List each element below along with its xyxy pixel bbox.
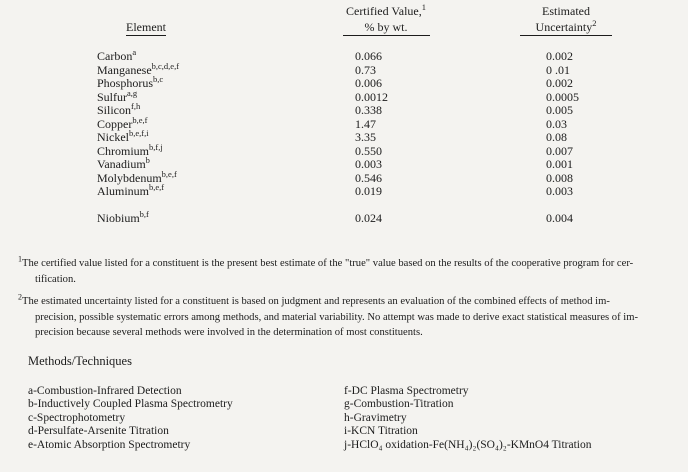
element-name: Silicon: [97, 103, 132, 117]
certified-value-cell: 0.550: [355, 143, 382, 158]
table-row: [0, 74, 688, 91]
element-cell: [97, 47, 137, 64]
uncertainty-cell: 0.005: [546, 103, 573, 117]
uncertainty-cell: 0.003: [546, 184, 573, 198]
element-name: Vanadium: [97, 157, 146, 171]
uncertainty-cell: 0.002: [546, 49, 573, 63]
element-column-header: [96, 20, 196, 35]
element-method-sup: b,e,f,i: [129, 128, 149, 138]
uncertainty-cell: 0.007: [546, 143, 573, 158]
method-item-a: a-Combustion-Infrared Detection: [28, 385, 182, 397]
certified-value-cell: 1.47: [355, 116, 376, 131]
certified-header-footnote-marker: 1: [421, 2, 426, 12]
footnote-1-line2: tification.: [35, 273, 76, 285]
element-cell: [97, 128, 149, 145]
method-item-e: e-Atomic Absorption Spectrometry: [28, 438, 191, 451]
uncertainty-cell: 0.004: [546, 210, 573, 225]
element-name: Molybdenum: [97, 170, 162, 185]
certified-value-column-header: [281, 3, 491, 35]
certified-value-cell: 0.019: [355, 184, 382, 198]
table-row: [0, 208, 688, 226]
footnote-2-marker: 2: [18, 292, 22, 302]
uncertainty-cell: 0.0005: [546, 89, 579, 104]
table-row: [0, 155, 688, 172]
uncertainty-header-line1: Estimated: [542, 4, 590, 18]
table-row: [0, 101, 688, 118]
element-method-sup: b,e,f: [132, 114, 148, 125]
footnote-2-text: The estimated uncertainty listed for a constituent is based on judgment and represents an evaluation of the combined effects of method im-: [22, 296, 610, 307]
method-item-b: b-Inductively Coupled Plasma Spectrometry: [28, 398, 233, 411]
table-row: [0, 128, 688, 145]
methods-heading: Methods/Techniques: [28, 354, 132, 368]
element-method-sup: b: [145, 155, 150, 165]
footnote-1-text: The certified value listed for a constituent is the present best estimate of the "true" value based on the results of the cooperative program for cer-: [22, 258, 634, 269]
table-row: [0, 60, 688, 78]
element-name: Phosphorus: [97, 76, 154, 90]
uncertainty-cell: 0 .01: [546, 62, 570, 77]
table-row: [0, 47, 688, 64]
certified-header-line1: [281, 3, 491, 19]
method-item-f: f-DC Plasma Spectrometry: [344, 385, 469, 397]
method-item-i: i-KCN Titration: [344, 425, 418, 438]
element-name: Copper: [97, 116, 133, 131]
method-item-j: j-HClO₄ oxidation-Fe(NH₄)₂(SO₄)₂-KMnO4 Titration: [344, 438, 592, 451]
table-row: [0, 114, 688, 132]
element-name: Aluminum: [97, 184, 150, 198]
certified-value-cell: 0.003: [355, 157, 382, 171]
table-row: [0, 168, 688, 186]
certified-value-cell: 0.546: [355, 170, 382, 185]
uncertainty-header-footnote-marker: 2: [592, 18, 597, 28]
element-cell: [97, 155, 150, 172]
method-item-c: c-Spectrophotometry: [28, 411, 126, 424]
method-item-d: d-Persulfate-Arsenite Titration: [28, 425, 169, 438]
element-name: Niobium: [97, 210, 140, 225]
uncertainty-cell: 0.008: [546, 170, 573, 185]
method-item-g: g-Combustion-Titration: [344, 398, 454, 411]
footnote-2-line1: [18, 294, 682, 310]
element-header-label: Element: [126, 20, 166, 34]
element-method-sup: b,e,f: [149, 182, 165, 192]
certified-value-cell: 0.73: [355, 62, 376, 77]
methods-list-right: [344, 385, 592, 452]
uncertainty-label: Uncertainty: [535, 20, 593, 34]
certified-value-cell: 0.006: [355, 76, 382, 90]
composition-table: [0, 47, 688, 225]
footnote-2-line2: precision, possible systematic errors among methods, and material variability. No attempt was made to derive exact statistical measures of im-: [35, 311, 638, 323]
element-name: Manganese: [97, 62, 152, 77]
element-method-sup: b,e,f: [161, 168, 177, 179]
element-cell: [97, 141, 163, 159]
footnote-1: [18, 256, 682, 287]
element-method-sup: f,h: [131, 101, 141, 111]
certified-header-text: Certified Value,: [345, 4, 422, 18]
uncertainty-header-text: [520, 20, 613, 36]
element-name: Nickel: [97, 130, 129, 144]
footnote-1-marker: 1: [18, 254, 22, 264]
uncertainty-header-line2: [466, 19, 666, 35]
element-method-sup: b,f: [139, 208, 149, 219]
element-name: Carbon: [97, 49, 133, 63]
certified-value-cell: 0.0012: [355, 89, 388, 104]
table-row: [0, 182, 688, 199]
element-cell: [97, 182, 165, 199]
uncertainty-cell: 0.08: [546, 130, 567, 144]
table-row: [0, 141, 688, 159]
uncertainty-cell: 0.001: [546, 157, 573, 171]
footnote-2-line3: precision because several methods were involved in the determination of most constituents.: [35, 327, 423, 338]
uncertainty-cell: 0.002: [546, 76, 573, 90]
element-name: Chromium: [97, 143, 150, 158]
certified-header-line2: [281, 19, 491, 35]
element-method-sup: a,g: [127, 87, 138, 98]
element-name: Sulfur: [97, 89, 127, 104]
certified-value-cell: 3.35: [355, 130, 376, 144]
certified-value-cell: 0.024: [355, 210, 382, 225]
certified-value-cell: 0.338: [355, 103, 382, 117]
element-method-sup: a: [132, 47, 137, 57]
element-method-sup: b,c: [153, 74, 164, 84]
element-cell: [97, 168, 177, 186]
method-item-h: h-Gravimetry: [344, 411, 407, 424]
percent-by-wt-label: % by wt.: [343, 20, 430, 36]
uncertainty-cell: 0.03: [546, 116, 567, 131]
table-row: [0, 87, 688, 105]
certified-value-cell: 0.066: [355, 49, 382, 63]
element-cell: [97, 60, 180, 78]
methods-list-left: [28, 385, 233, 452]
uncertainty-column-header: [466, 3, 666, 35]
footnote-2: [18, 294, 682, 341]
footnote-1-line1: [18, 256, 682, 272]
element-method-sup: b,f,j: [149, 141, 163, 152]
element-method-sup: b,c,d,e,f: [151, 60, 180, 71]
element-cell: [97, 208, 149, 226]
